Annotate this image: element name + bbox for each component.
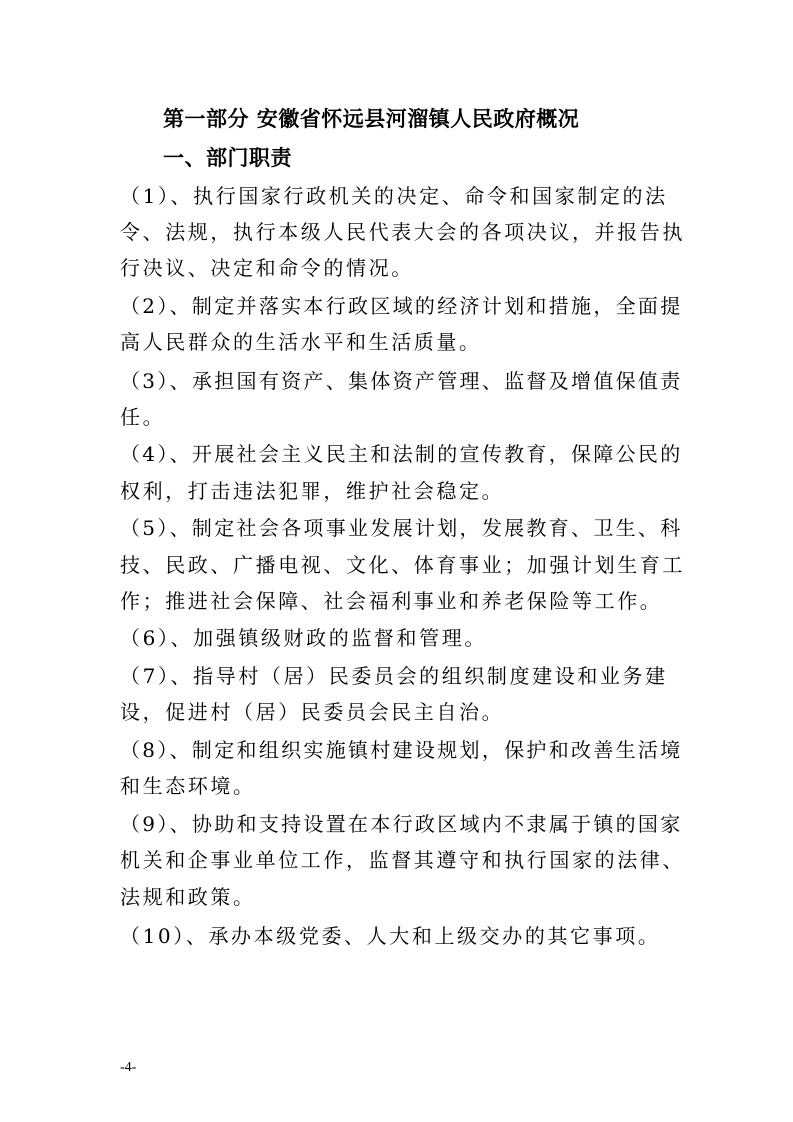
text-line: 令、法规，执行本级人民代表大会的各项决议，并报告执: [120, 220, 685, 244]
text-line: 和生态环境。: [120, 774, 256, 798]
text-line: （8）、制定和组织实施镇村建设规划，保护和改善生活境: [120, 738, 683, 762]
text-line: （6）、加强镇级财政的监督和管理。: [120, 626, 487, 650]
text-line: 权利，打击违法犯罪，维护社会稳定。: [120, 479, 505, 503]
text-line: （10）、承办本级党委、人大和上级交办的其它事项。: [120, 924, 661, 948]
text-line: （9）、协助和支持设置在本行政区域内不隶属于镇的国家: [120, 812, 683, 836]
text-line: （4）、开展社会主义民主和法制的宣传教育，保障公民的: [120, 442, 683, 466]
text-line: （1）、执行国家行政机关的决定、命令和国家制定的法: [120, 184, 668, 208]
text-line: （5）、制定社会各项事业发展计划，发展教育、卫生、科: [120, 516, 683, 540]
page-number: -4-: [120, 1060, 137, 1075]
text-line: （3）、承担国有资产、集体资产管理、监督及增值保值责: [120, 369, 683, 393]
text-line: 机关和企事业单位工作，监督其遵守和执行国家的法律、: [120, 848, 685, 872]
page-title: 第一部分 安徽省怀远县河溜镇人民政府概况: [163, 107, 580, 131]
text-line: （7）、指导村（居）民委员会的组织制度建设和业务建: [120, 664, 668, 688]
text-line: 设，促进村（居）民委员会民主自治。: [120, 700, 505, 724]
text-line: （2）、制定并落实本行政区域的经济计划和措施，全面提: [120, 294, 683, 318]
text-line: 高人民群众的生活水平和生活质量。: [120, 330, 482, 354]
text-line: 任。: [120, 405, 166, 429]
section-heading: 一、部门职责: [163, 146, 292, 170]
text-line: 技、民政、广播电视、文化、体育事业；加强计划生育工: [120, 553, 685, 577]
text-line: 行决议、决定和命令的情况。: [120, 256, 414, 280]
text-line: 法规和政策。: [120, 885, 256, 909]
text-line: 作；推进社会保障、社会福利事业和养老保险等工作。: [120, 589, 663, 613]
